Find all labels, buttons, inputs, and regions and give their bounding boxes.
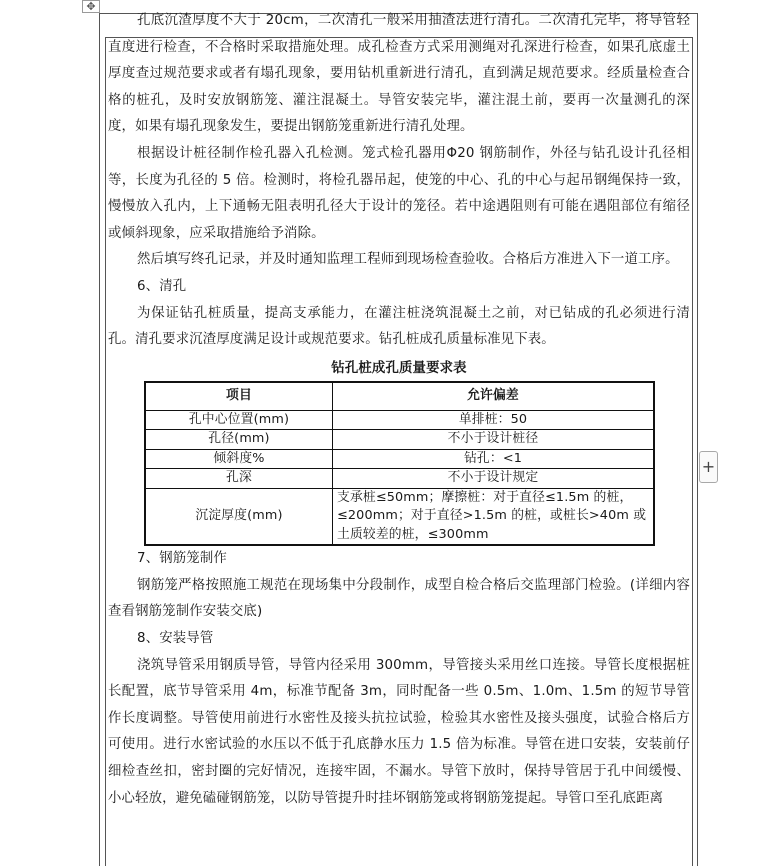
table-row: [145, 488, 654, 545]
table-cell-item: 倾斜度%: [145, 449, 333, 469]
table-row: [145, 410, 654, 430]
table-header-item: 项目: [145, 382, 333, 411]
table-cell-value: 单排桩：50: [333, 410, 655, 430]
table-cell-item: 孔径(mm): [145, 430, 333, 450]
table-cell-item: 孔中心位置(mm): [145, 410, 333, 430]
table-cell-item: 孔深: [145, 469, 333, 489]
document-body: [108, 8, 690, 812]
paragraph-cleaning-check: 孔底沉渣厚度不大于 20cm，二次清孔一般采用抽渣法进行清孔。二次清孔完毕，将导管轻直度进行检查，不合格时采取措施处理。成孔检查方式采用测绳对孔深进行检查，如果孔底虚土厚度查过规范要求或者有塌孔现象，要用钻机重新进行清孔，直到满足规范要求。经质量检查合格的桩孔，及时安放钢筋笼、灌注混凝土。导管安装完毕，灌注混土前，要再一次量测孔的深度，如果有塌孔现象发生，要提出钢筋笼重新进行清孔处理。: [108, 13, 690, 135]
table-cell-value: 不小于设计桩径: [333, 430, 655, 450]
table-cell-value: 支承桩≤50mm；摩擦桩：对于直径≤1.5m 的桩，≤200mm；对于直径>1.5m 的桩，或桩长>40m 或土质较差的桩，≤300mm: [333, 488, 655, 545]
table-title: 钻孔桩成孔质量要求表: [331, 360, 467, 376]
quality-table: [144, 381, 655, 547]
table-cell-value: 钻孔：<1: [333, 449, 655, 469]
add-row-button[interactable]: [699, 451, 718, 483]
paragraph-section-6: 为保证钻孔桩质量，提高支承能力，在灌注桩浇筑混凝土之前，对已钻成的孔必须进行清孔。清孔要求沉渣厚度满足设计或规范要求。钻孔桩成孔质量标准见下表。: [108, 305, 690, 348]
paragraph-hole-detector: 根据设计桩径制作检孔器入孔检测。笼式检孔器用Φ20 钢筋制作，外径与钻孔设计孔径相等，长度为孔径的 5 倍。检测时，将检孔器吊起，使笼的中心、孔的中心与起吊钢绳保持一致，慢慢放入孔内，上下通畅无阻表明孔径大于设计的笼径。若中途遇阻则有可能在遇阻部位有缩径或倾斜现象，应采取措施给予消除。: [108, 145, 690, 241]
table-row: [145, 449, 654, 469]
section-heading-6: 6、清孔: [137, 278, 187, 294]
paragraph-final-record: 然后填写终孔记录，并及时通知监理工程师到现场检查验收。合格后方准进入下一道工序。: [137, 252, 679, 268]
table-cell-value: 不小于设计规定: [333, 469, 655, 489]
table-row: [145, 469, 654, 489]
paragraph-section-8: 浇筑导管采用钢质导管，导管内径采用 300mm，导管接头采用丝口连接。导管长度根据桩长配置，底节导管采用 4m，标准节配备 3m，同时配备一些 0.5m、1.0m、1.5m 的短节导管作长度调整。导管使用前进行水密性及接头抗拉试验，检验其水密性及接头强度，试验合格后方可使用。进行水密试验的水压以不低于孔底静水压力 1.5 倍为标准。导管在进口安装，安装前仔细检查丝扣，密封圈的完好情况，连接牢固，不漏水。导管下放时，保持导管居于孔中间缓慢、小心轻放，避免磕碰钢筋笼，以防导管提升时挂坏钢筋笼或将钢筋笼提起。导管口至孔底距离: [108, 657, 690, 806]
paragraph-section-7: 钢筋笼严格按照施工规范在现场集中分段制作，成型自检合格后交监理部门检验。(详细内容查看钢筋笼制作安装交底): [108, 577, 690, 620]
table-move-handle[interactable]: [82, 0, 100, 13]
table-header-tolerance: 允许偏差: [333, 382, 655, 411]
table-header-row: [145, 382, 654, 411]
section-heading-7: 7、钢筋笼制作: [137, 551, 227, 567]
plus-icon: +: [701, 457, 716, 476]
table-row: [145, 430, 654, 450]
table-cell-item: 沉淀厚度(mm): [145, 488, 333, 545]
move-icon: ✥: [86, 0, 96, 13]
section-heading-8: 8、安装导管: [137, 631, 214, 646]
